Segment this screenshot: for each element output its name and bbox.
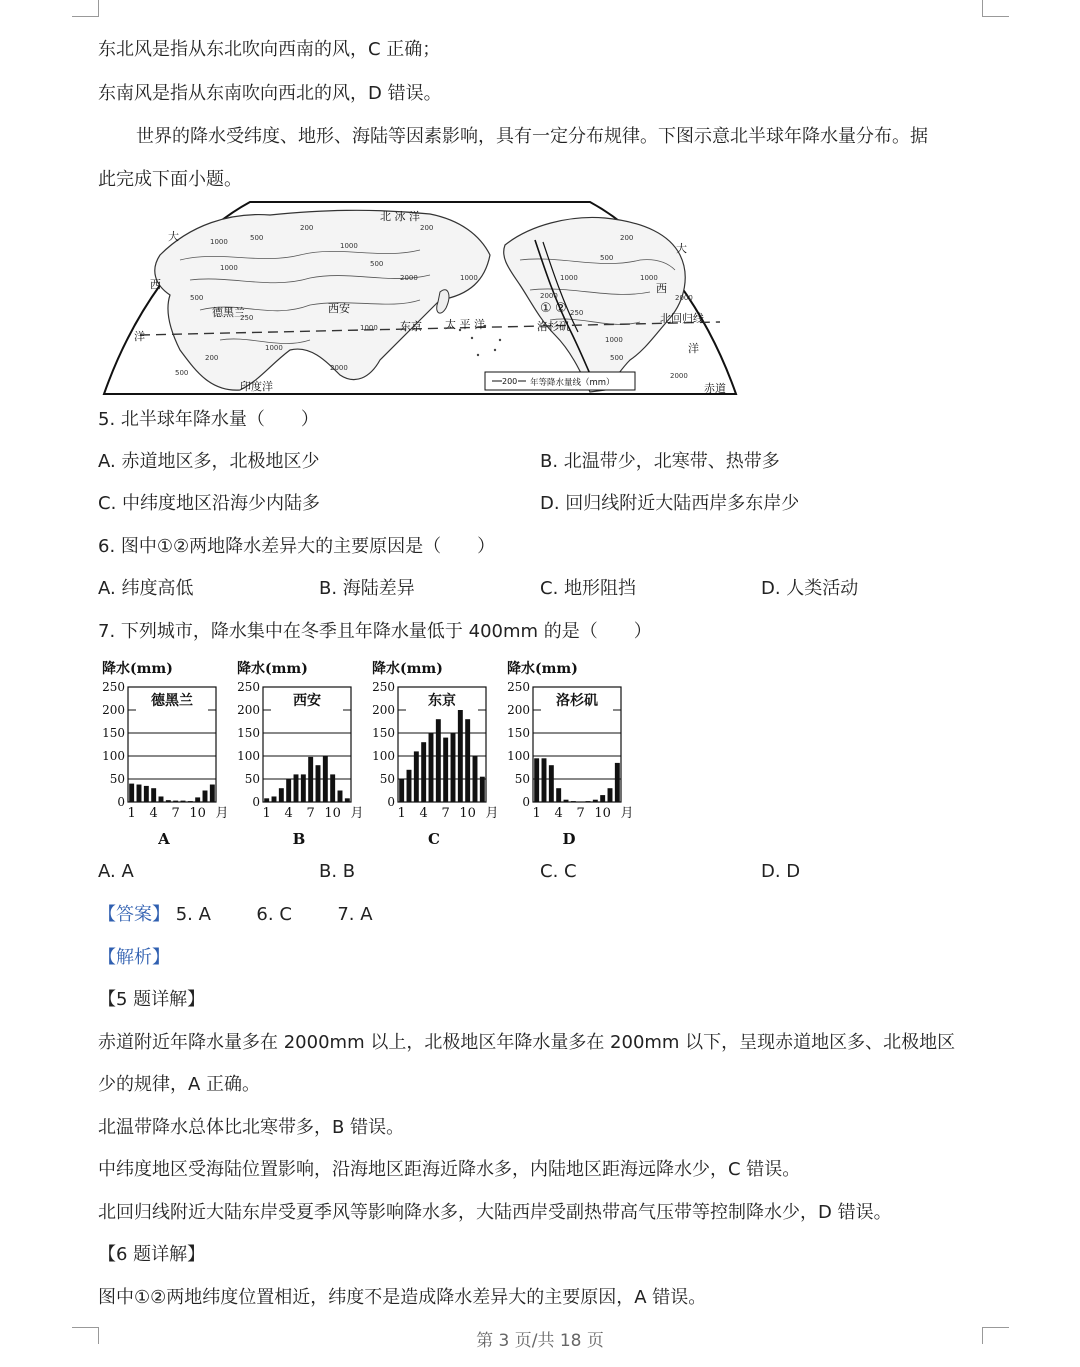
q5-option-b[interactable]: B. 北温带少，北寒带、热带多 xyxy=(540,451,780,472)
map-label-atlantic: 大 xyxy=(168,230,179,243)
iso-label: 1000 xyxy=(220,264,238,272)
chart-xtick: 1 xyxy=(397,806,406,821)
map-label-tropic: 北回归线 xyxy=(660,312,704,325)
chart-xtick: 月 xyxy=(350,806,364,821)
chart-bar xyxy=(195,797,200,802)
iso-label: 1000 xyxy=(265,344,283,352)
chart-bar xyxy=(564,800,569,802)
chart-bar xyxy=(203,791,208,803)
chart-bar xyxy=(429,733,434,802)
chart-bar xyxy=(264,798,269,802)
map-label-tokyo: 东京 xyxy=(400,320,422,333)
chart-xtick: 4 xyxy=(554,806,563,821)
chart-ytick: 150 xyxy=(102,726,125,740)
iso-label: 1000 xyxy=(605,336,623,344)
chart-xtick: 月 xyxy=(215,806,229,821)
chart-bar xyxy=(556,788,561,802)
iso-label: 1000 xyxy=(460,274,478,282)
analysis-heading-6: 【6 题详解】 xyxy=(98,1244,206,1265)
intro-line-a: 世界的降水受纬度、地形、海陆等因素影响，具有一定分布规律。下图示意北半球年降水量分布。据 xyxy=(136,126,928,147)
chart-bar xyxy=(181,801,186,802)
answer-5: 5. A xyxy=(175,904,211,925)
iso-label: 200 xyxy=(300,224,314,232)
text-line-2: 东南风是指从东南吹向西北的风，D 错误。 xyxy=(98,83,442,104)
chart-ytick: 0 xyxy=(117,795,125,809)
analysis-heading-5: 【5 题详解】 xyxy=(98,989,206,1010)
q5-option-a[interactable]: A. 赤道地区多，北极地区少 xyxy=(98,451,320,472)
q6-stem: 6. 图中①②两地降水差异大的主要原因是（ ） xyxy=(98,536,496,557)
map-label-indian: 印度洋 xyxy=(240,380,273,393)
map-label-equator: 赤道 xyxy=(704,382,726,395)
map-label-atlantic: 西 xyxy=(656,282,667,295)
chart-xtick: 4 xyxy=(419,806,428,821)
chart-ylabel: 降水(mm) xyxy=(237,661,308,677)
q6-option-c[interactable]: C. 地形阻挡 xyxy=(540,578,637,599)
iso-label: 500 xyxy=(610,354,624,362)
crop-mark-top-right xyxy=(982,0,1009,17)
chart-bar xyxy=(615,763,620,802)
chart-ytick: 50 xyxy=(244,772,260,786)
iso-label: 1000 xyxy=(210,238,228,246)
precipitation-map xyxy=(100,200,740,398)
chart-bar xyxy=(571,801,576,802)
chart-ytick: 0 xyxy=(387,795,395,809)
chart-ytick: 50 xyxy=(379,772,395,786)
chart-bar xyxy=(144,786,149,802)
chart-xtick: 10 xyxy=(324,806,341,821)
map-label-atlantic: 洋 xyxy=(688,342,699,355)
chart-ytick: 0 xyxy=(252,795,260,809)
chart-bar xyxy=(593,800,598,802)
iso-label: 200 xyxy=(205,354,219,362)
chart-bar xyxy=(436,719,441,802)
chart-title: 西安 xyxy=(293,693,321,709)
chart-xtick: 4 xyxy=(149,806,158,821)
iso-label: 2000 xyxy=(400,274,418,282)
q7-option-c[interactable]: C. C xyxy=(540,861,577,882)
map-label-atlantic: 洋 xyxy=(134,330,145,343)
chart-bar xyxy=(586,801,591,802)
q5-stem: 5. 北半球年降水量（ ） xyxy=(98,409,319,430)
map-label-la: 洛杉矶 xyxy=(537,320,570,333)
analysis-p1b: 少的规律，A 正确。 xyxy=(98,1074,261,1095)
chart-xtick: 7 xyxy=(576,806,585,821)
chart-xtick: 1 xyxy=(532,806,541,821)
chart-bar xyxy=(173,801,178,802)
iso-label: 500 xyxy=(190,294,204,302)
chart-bar xyxy=(279,788,284,802)
chart-bar xyxy=(534,758,539,802)
iso-label: 1000 xyxy=(640,274,658,282)
chart-bar xyxy=(308,757,313,802)
iso-label: 500 xyxy=(175,369,189,377)
chart-bar xyxy=(323,756,328,802)
chart-bar xyxy=(151,788,156,802)
map-label-arctic: 北 冰 洋 xyxy=(380,210,420,223)
chart-bar xyxy=(345,798,350,802)
chart-xtick: 月 xyxy=(620,806,634,821)
chart-letter: C xyxy=(428,830,440,848)
chart-bar xyxy=(316,765,321,802)
chart-bar xyxy=(600,795,605,802)
chart-bar xyxy=(473,756,478,802)
chart-bar xyxy=(480,777,485,802)
climate-charts xyxy=(100,655,640,855)
chart-xtick: 7 xyxy=(306,806,315,821)
chart-title: 德黑兰 xyxy=(151,693,193,709)
chart-bar xyxy=(399,779,404,802)
chart-ytick: 100 xyxy=(507,749,530,763)
chart-ytick: 200 xyxy=(102,703,125,717)
chart-ylabel: 降水(mm) xyxy=(372,661,443,677)
analysis-p4: 北回归线附近大陆东岸受夏季风等影响降水多，大陆西岸受副热带高气压带等控制降水少，D 错误。 xyxy=(98,1202,892,1223)
chart-xtick: 10 xyxy=(459,806,476,821)
chart-ytick: 250 xyxy=(237,680,260,694)
map-label-xian: 西安 xyxy=(328,302,350,315)
chart-ytick: 200 xyxy=(507,703,530,717)
chart-ytick: 100 xyxy=(102,749,125,763)
map-legend-value: 200 xyxy=(502,377,518,386)
chart-xtick: 4 xyxy=(284,806,293,821)
chart-bar xyxy=(286,779,291,802)
iso-label: 1000 xyxy=(360,324,378,332)
chart-letter: D xyxy=(562,830,576,848)
chart-ytick: 200 xyxy=(237,703,260,717)
chart-bar xyxy=(465,719,470,802)
chart-xtick: 10 xyxy=(189,806,206,821)
iso-label: 200 xyxy=(620,234,634,242)
chart-bar xyxy=(542,758,547,802)
chart-letter: A xyxy=(158,830,170,848)
iso-label: 200 xyxy=(420,224,434,232)
q7-option-d[interactable]: D. D xyxy=(761,861,801,882)
chart-bar xyxy=(443,738,448,802)
iso-label: 500 xyxy=(370,260,384,268)
chart-xtick: 1 xyxy=(262,806,271,821)
answer-6: 6. C xyxy=(256,904,292,925)
chart-bar xyxy=(188,801,193,802)
chart-bar xyxy=(210,785,215,802)
chart-ytick: 150 xyxy=(237,726,260,740)
q5-option-d[interactable]: D. 回归线附近大陆西岸多东岸少 xyxy=(540,493,800,514)
map-label-tehran: 德黑兰 xyxy=(212,306,245,319)
chart-xtick: 7 xyxy=(441,806,450,821)
iso-label: 500 xyxy=(600,254,614,262)
map-label-pacific: 太 平 洋 xyxy=(445,318,485,331)
q7-stem: 7. 下列城市，降水集中在冬季且年降水量低于 400mm 的是（ ） xyxy=(98,621,652,642)
map-marker-2: ② xyxy=(555,301,567,316)
chart-bar xyxy=(166,800,171,802)
iso-label: 1000 xyxy=(340,242,358,250)
map-label-atlantic: 大 xyxy=(676,242,687,255)
chart-bar xyxy=(294,774,299,802)
answer-7: 7. A xyxy=(337,904,373,925)
chart-bar xyxy=(338,791,343,803)
chart-xtick: 10 xyxy=(594,806,611,821)
q6-option-a[interactable]: A. 纬度高低 xyxy=(98,578,194,599)
chart-ytick: 150 xyxy=(372,726,395,740)
iso-label: 250 xyxy=(570,309,584,317)
chart-bar xyxy=(129,784,134,802)
analysis-p3: 中纬度地区受海陆位置影响，沿海地区距海近降水多，内陆地区距海远降水少，C 错误。 xyxy=(98,1159,801,1180)
map-label-atlantic: 西 xyxy=(150,278,161,291)
chart-ylabel: 降水(mm) xyxy=(507,661,578,677)
chart-ytick: 100 xyxy=(237,749,260,763)
q6-option-b[interactable]: B. 海陆差异 xyxy=(319,578,415,599)
chart-xtick: 月 xyxy=(485,806,499,821)
chart-xtick: 7 xyxy=(171,806,180,821)
chart-bar xyxy=(451,733,456,802)
iso-label: 500 xyxy=(250,234,264,242)
chart-bar xyxy=(549,765,554,802)
chart-title: 洛杉矶 xyxy=(556,693,598,709)
map-legend-text: 年等降水量线（mm） xyxy=(530,378,615,388)
chart-ytick: 50 xyxy=(514,772,530,786)
chart-bar xyxy=(330,774,335,802)
q5-option-c[interactable]: C. 中纬度地区沿海少内陆多 xyxy=(98,493,321,514)
page-footer: 第 3 页/共 18 页 xyxy=(476,1331,604,1351)
chart-letter: B xyxy=(292,830,306,848)
q6-option-d[interactable]: D. 人类活动 xyxy=(761,578,859,599)
chart-bar xyxy=(272,796,277,802)
iso-label: 1000 xyxy=(560,274,578,282)
map-marker-1: ① xyxy=(540,301,552,316)
iso-label: 2000 xyxy=(540,292,558,300)
analysis-p1a: 赤道附近年降水量多在 2000mm 以上，北极地区年降水量多在 200mm 以下，呈现赤道地区多、北极地区 xyxy=(98,1032,956,1053)
chart-xtick: 1 xyxy=(127,806,136,821)
q7-option-b[interactable]: B. B xyxy=(319,861,356,882)
chart-ytick: 250 xyxy=(102,680,125,694)
chart-ytick: 100 xyxy=(372,749,395,763)
chart-ytick: 250 xyxy=(372,680,395,694)
chart-bar xyxy=(137,785,142,802)
crop-mark-top-left xyxy=(72,0,99,17)
chart-ylabel: 降水(mm) xyxy=(102,661,173,677)
chart-ytick: 0 xyxy=(522,795,530,809)
chart-bar xyxy=(458,710,463,802)
iso-label: 2000 xyxy=(330,364,348,372)
answer-row xyxy=(98,903,373,927)
iso-label: 2000 xyxy=(675,294,693,302)
iso-label: 2000 xyxy=(670,372,688,380)
chart-bar xyxy=(608,788,613,802)
chart-bar xyxy=(407,770,412,802)
answer-label: 【答案】 xyxy=(98,904,170,925)
q7-option-a[interactable]: A. A xyxy=(98,861,134,882)
chart-ytick: 150 xyxy=(507,726,530,740)
chart-bar xyxy=(301,774,306,802)
analysis-label: 【解析】 xyxy=(98,947,170,968)
chart-ytick: 250 xyxy=(507,680,530,694)
chart-ytick: 200 xyxy=(372,703,395,717)
intro-line-b: 此完成下面小题。 xyxy=(98,169,242,190)
chart-bar xyxy=(159,796,164,802)
chart-bar xyxy=(421,742,426,802)
text-line-1: 东北风是指从东北吹向西南的风，C 正确； xyxy=(98,39,441,60)
iso-label: 250 xyxy=(240,314,254,322)
analysis-p2: 北温带降水总体比北寒带多，B 错误。 xyxy=(98,1117,405,1138)
chart-bar xyxy=(414,751,419,802)
chart-ytick: 50 xyxy=(109,772,125,786)
analysis-p5: 图中①②两地纬度位置相近，纬度不是造成降水差异大的主要原因，A 错误。 xyxy=(98,1287,707,1308)
chart-title: 东京 xyxy=(428,693,456,709)
